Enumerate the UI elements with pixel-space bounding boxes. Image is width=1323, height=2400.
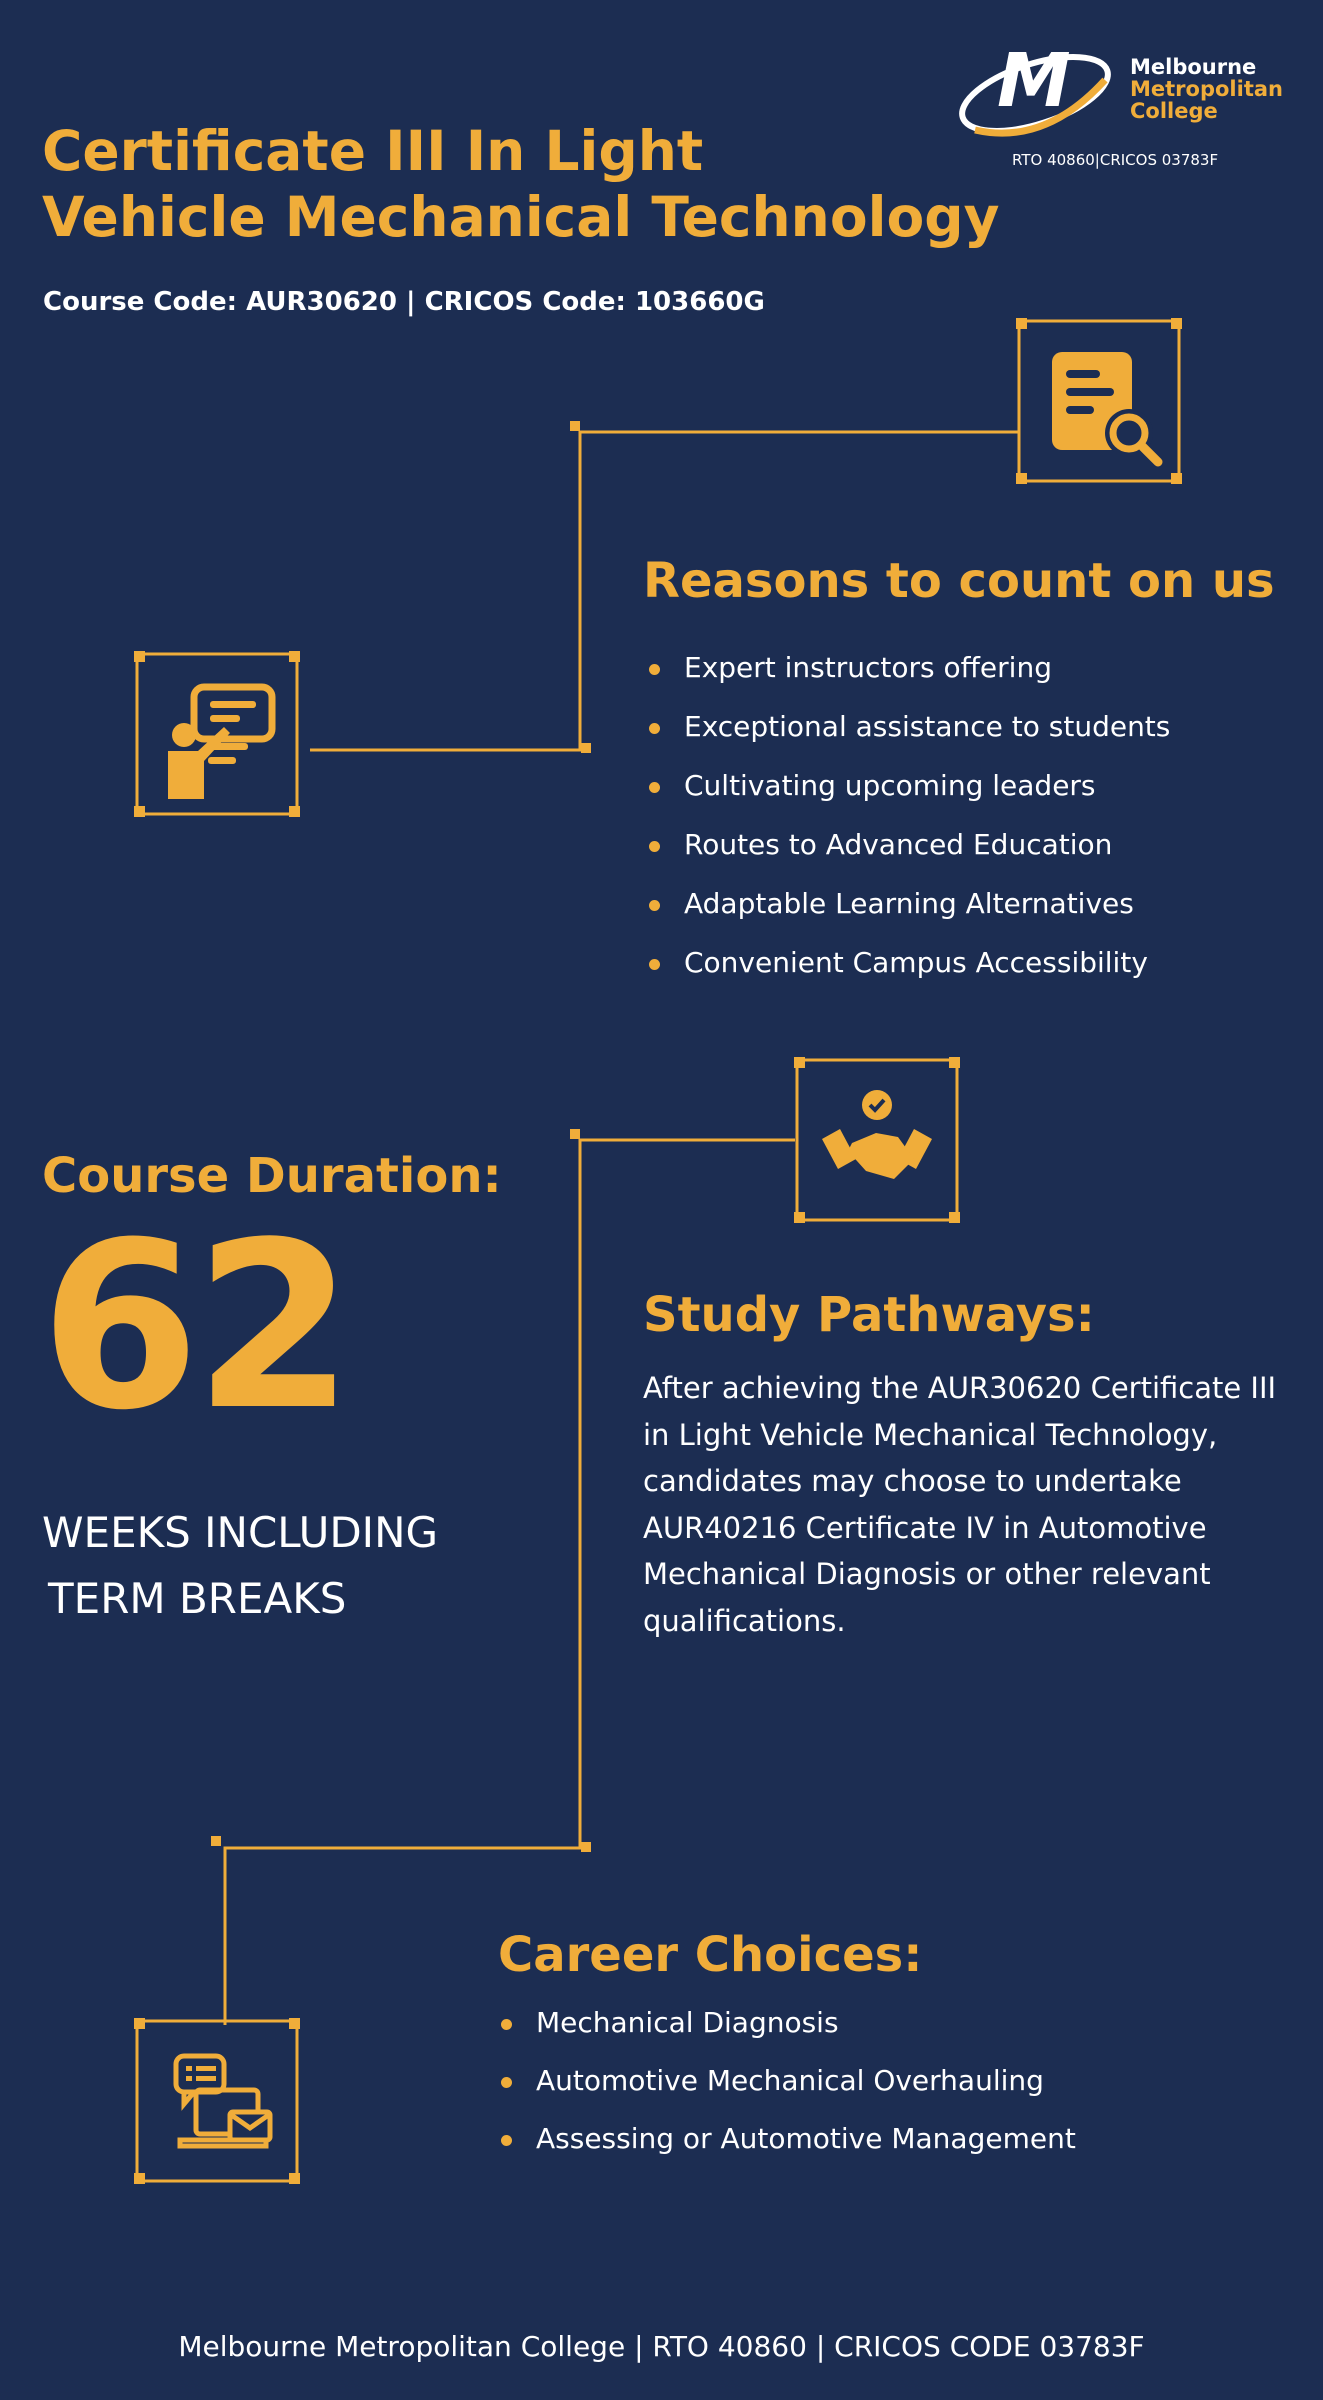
pathways-text: After achieving the AUR30620 Certificate III in Light Vehicle Mechanical Technology, candidates may choose to undertake AUR40216 Certificate IV in Automotive Mechanical Diagnosis or other relevant qualifications. [643,1371,1277,1638]
college-name-line2: Metropolitan [1130,77,1283,101]
duration-number: 62 [40,1194,349,1461]
course-codes: Course Code: AUR30620 | CRICOS Code: 103660G [43,287,765,317]
teacher-presentation-icon [134,651,300,817]
page-title [42,118,1022,250]
list-item: Routes to Advanced Education [645,827,1305,886]
handshake-check-icon [794,1057,960,1223]
pathways-heading: Study Pathways: [643,1287,1095,1343]
list-item: Cultivating upcoming leaders [645,768,1305,827]
footer-text: Melbourne Metropolitan College | RTO 40860 | CRICOS CODE 03783F [178,2330,1145,2363]
title-line2: Vehicle Mechanical Technology [42,185,1000,249]
careers-list [497,2005,1197,2179]
list-item: Automotive Mechanical Overhauling [497,2063,1197,2121]
list-item: Adaptable Learning Alternatives [645,886,1305,945]
title-line1: Certificate III In Light [42,119,704,183]
reasons-heading: Reasons to count on us [643,553,1275,609]
duration-unit-line2: TERM BREAKS [48,1574,347,1623]
list-item: Mechanical Diagnosis [497,2005,1197,2063]
list-item: Exceptional assistance to students [645,709,1305,768]
careers-heading: Career Choices: [498,1927,923,1983]
college-name-line1: Melbourne [1130,55,1257,79]
svg-text:M: M [997,38,1071,124]
chat-laptop-mail-icon [134,2018,300,2184]
college-name-line3: College [1130,99,1218,123]
duration-unit [42,1500,438,1632]
duration-label: Course Duration: [42,1148,502,1204]
duration-unit-line1: WEEKS INCLUDING [42,1508,439,1557]
document-search-icon [1016,318,1182,484]
list-item: Expert instructors offering [645,650,1305,709]
college-name [1130,56,1283,122]
reasons-list [645,650,1305,1004]
list-item: Assessing or Automotive Management [497,2121,1197,2179]
list-item: Convenient Campus Accessibility [645,945,1305,1004]
rto-cricos-line: RTO 40860|CRICOS 03783F [1012,151,1219,169]
